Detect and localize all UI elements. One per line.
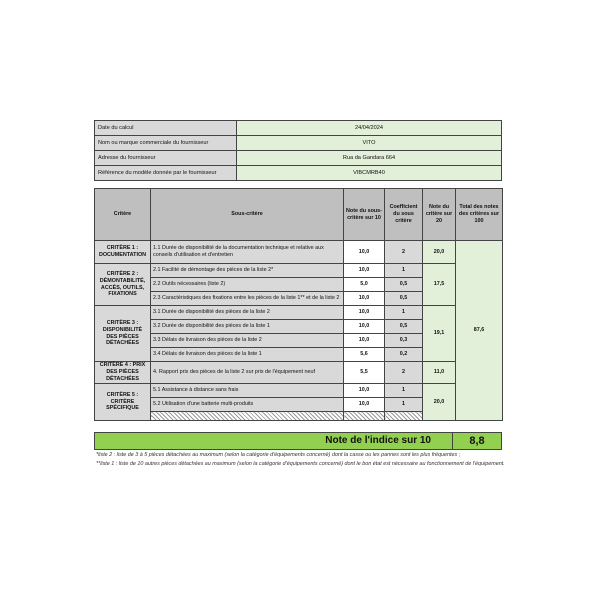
- subcriterion-note: 10,0: [344, 384, 385, 398]
- info-value: VITO: [237, 136, 502, 151]
- hatched-cell: [344, 412, 385, 421]
- criterion-label: CRITÈRE 2 : DÉMONTABILITÉ, ACCÈS, OUTILS, FIXATIONS: [95, 264, 151, 306]
- subcriterion-note: 10,0: [344, 241, 385, 264]
- subcriterion-label: 5.1 Assistance à distance sans frais: [151, 384, 344, 398]
- subcriterion-note: 10,0: [344, 306, 385, 320]
- subcriterion-label: 4. Rapport prix des pièces de la liste 2 sur prix de l'équipement neuf: [151, 362, 344, 384]
- total-score: 87,6: [456, 241, 503, 421]
- header-total: Total des notes des critères sur 100: [456, 189, 503, 241]
- final-score-label: Note de l'indice sur 10: [325, 435, 431, 446]
- info-row: [95, 121, 502, 136]
- info-value: VIBCMRB40: [237, 166, 502, 181]
- subcriterion-coef: 1: [385, 384, 423, 398]
- criterion-label: CRITÈRE 1 : DOCUMENTATION: [95, 241, 151, 264]
- header-row: [95, 189, 503, 241]
- info-row: [95, 166, 502, 181]
- subcriterion-label: 3.3 Délais de livraison des pièces de la liste 2: [151, 334, 344, 348]
- subcriterion-note: 5,5: [344, 362, 385, 384]
- subcriterion-coef: 0,2: [385, 348, 423, 362]
- subcriterion-coef: 2: [385, 362, 423, 384]
- subcriterion-label: 1.1 Durée de disponibilité de la documentation technique et relative aux conseils d'utilisation et d'entretien: [151, 241, 344, 264]
- table-row: [95, 362, 503, 384]
- subcriterion-coef: 0,5: [385, 292, 423, 306]
- header-coef: Coefficient du sous critère: [385, 189, 423, 241]
- table-row: [95, 264, 503, 278]
- info-value: 24/04/2024: [237, 121, 502, 136]
- info-value: Rua da Gandara 664: [237, 151, 502, 166]
- footnote: *liste 2 : liste de 3 à 5 pièces détachées au maximum (selon la catégorie d'équipements concerné) dont la casse ou les pannes sont les plus fréquentes ;: [96, 452, 461, 458]
- subcriterion-label: 2.2 Outils nécessaires (liste 2): [151, 278, 344, 292]
- hatched-cell: [151, 412, 344, 421]
- criterion-label: CRITÈRE 3 : DISPONIBILITÉ DES PIÈCES DÉTACHÉES: [95, 306, 151, 362]
- subcriterion-coef: 0,3: [385, 334, 423, 348]
- subcriterion-coef: 2: [385, 241, 423, 264]
- subcriterion-coef: 0,5: [385, 278, 423, 292]
- subcriterion-label: 3.4 Délais de livraison des pièces de la liste 1: [151, 348, 344, 362]
- table-row: [95, 306, 503, 320]
- subcriterion-note: 10,0: [344, 264, 385, 278]
- final-score-value: 8,8: [452, 433, 501, 449]
- subcriterion-coef: 1: [385, 306, 423, 320]
- repairability-score-table: [94, 188, 503, 421]
- subcriterion-note: 5,0: [344, 278, 385, 292]
- info-label: Adresse du fournisseur: [95, 151, 237, 166]
- criterion-label: CRITÈRE 4 : PRIX DES PIÈCES DÉTACHÉES: [95, 362, 151, 384]
- criterion-score: 19,1: [423, 306, 456, 362]
- info-label: Date du calcul: [95, 121, 237, 136]
- table-row: [95, 384, 503, 398]
- criterion-score: 11,0: [423, 362, 456, 384]
- table-row: [95, 241, 503, 264]
- info-row: [95, 151, 502, 166]
- info-row: [95, 136, 502, 151]
- header-critere: Critère: [95, 189, 151, 241]
- info-label: Nom ou marque commerciale du fournisseur: [95, 136, 237, 151]
- subcriterion-note: 10,0: [344, 292, 385, 306]
- info-label: Référence du modèle donnée par le fournisseur: [95, 166, 237, 181]
- subcriterion-note: 10,0: [344, 320, 385, 334]
- header-note10: Note du sous-critère sur 10: [344, 189, 385, 241]
- footnote: **liste 1 : liste de 10 autres pièces détachées au maximum (selon la catégorie d'équipements concerné) dont le bon état est nécessaire au fonctionnement de l'équipement.: [96, 461, 505, 467]
- subcriterion-note: 10,0: [344, 334, 385, 348]
- subcriterion-note: 10,0: [344, 398, 385, 412]
- subcriterion-label: 3.2 Durée de disponibilité des pièces de la liste 1: [151, 320, 344, 334]
- subcriterion-coef: 1: [385, 398, 423, 412]
- subcriterion-label: 5.2 Utilisation d'une batterie multi-produits: [151, 398, 344, 412]
- final-score-bar: [94, 432, 502, 450]
- subcriterion-label: 2.3 Caractéristiques des fixations entre les pièces de la liste 1** et de la liste 2: [151, 292, 344, 306]
- header-sous-critere: Sous-critère: [151, 189, 344, 241]
- subcriterion-coef: 1: [385, 264, 423, 278]
- criterion-score: 20,0: [423, 384, 456, 421]
- subcriterion-note: 5,6: [344, 348, 385, 362]
- hatched-cell: [385, 412, 423, 421]
- criterion-score: 17,5: [423, 264, 456, 306]
- criterion-score: 20,0: [423, 241, 456, 264]
- subcriterion-label: 3.1 Durée de disponibilité des pièces de la liste 2: [151, 306, 344, 320]
- supplier-info-table: [94, 120, 502, 181]
- subcriterion-label: 2.1 Facilité de démontage des pièces de la liste 2*: [151, 264, 344, 278]
- subcriterion-coef: 0,5: [385, 320, 423, 334]
- criterion-label: CRITÈRE 5 : CRITÈRE SPÉCIFIQUE: [95, 384, 151, 421]
- header-note20: Note du critère sur 20: [423, 189, 456, 241]
